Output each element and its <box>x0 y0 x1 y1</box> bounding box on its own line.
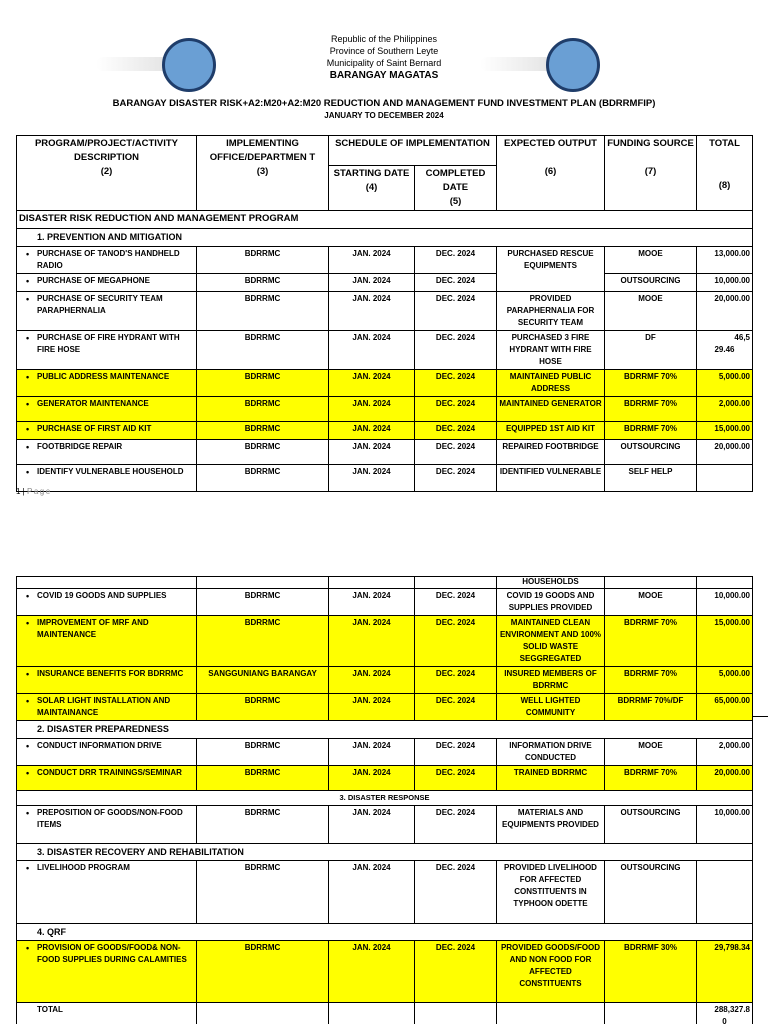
table-row: • IDENTIFY VULNERABLE HOUSEHOLD BDRRMC JAN. 2024 DEC. 2024 IDENTIFIED VULNERABLE SELF HELP <box>17 465 753 492</box>
table-row: • PURCHASE OF SECURITY TEAM PARAPHERNALIA BDRRMC JAN. 2024 DEC. 2024 PROVIDED PARAPHERNALIA FOR SECURITY TEAM MOOE 20,000.00 <box>17 292 753 331</box>
col-header-output: EXPECTED OUTPUT (6) <box>497 136 605 211</box>
col-header-start: STARTING DATE (4) <box>329 166 415 211</box>
document-title: BARANGAY DISASTER RISK+A2:M20+A2:M20 REDUCTION AND MANAGEMENT FUND INVESTMENT PLAN (BDRRMFIP) <box>112 98 656 109</box>
document-title-block <box>0 98 768 121</box>
page-number: 1 <box>16 487 21 496</box>
section-drrm-program: DISASTER RISK REDUCTION AND MANAGEMENT PROGRAM <box>17 211 753 229</box>
divider <box>752 716 768 717</box>
table-row: HOUSEHOLDS <box>17 577 753 589</box>
table-row: • PREPOSITION OF GOODS/NON-FOOD ITEMS BDRRMC JAN. 2024 DEC. 2024 MATERIALS AND EQUIPMENTS PROVIDED OUTSOURCING 10,000.00 <box>17 806 753 844</box>
col-header-schedule: SCHEDULE OF IMPLEMENTATION <box>329 136 497 166</box>
col-header-office: IMPLEMENTING OFFICE/DEPARTMEN T (3) <box>197 136 329 211</box>
table-row: • PROVISION OF GOODS/FOOD& NON-FOOD SUPPLIES DURING CALAMITIES BDRRMC JAN. 2024 DEC. 2024 PROVIDED GOODS/FOOD AND NON FOOD FOR AFFECTED CONSTITUENTS BDRRMF 30% 29,798.34 <box>17 941 753 1003</box>
col-header-program: PROGRAM/PROJECT/ACTIVITY DESCRIPTION (2) <box>17 136 197 211</box>
grand-total-value: 288,327.8 0 <box>697 1003 753 1024</box>
document-period: JANUARY TO DECEMBER 2024 <box>324 111 444 120</box>
section-qrf: 4. QRF <box>17 924 753 941</box>
table-row: • FOOTBRIDGE REPAIR BDRRMC JAN. 2024 DEC. 2024 REPAIRED FOOTBRIDGE OUTSOURCING 20,000.00 <box>17 440 753 465</box>
section-disaster-response: 3. DISASTER RESPONSE <box>17 791 753 806</box>
section-prevention-mitigation: 1. PREVENTION AND MITIGATION <box>17 229 753 247</box>
header-republic: Republic of the Philippines <box>330 34 438 44</box>
investment-plan-table-page-1 <box>16 135 753 492</box>
grand-total-label: TOTAL <box>17 1003 197 1024</box>
col-header-funding: FUNDING SOURCE (7) <box>605 136 697 211</box>
table-row: • PURCHASE OF FIRST AID KIT BDRRMC JAN. 2024 DEC. 2024 EQUIPPED 1ST AID KIT BDRRMF 70% 15,000.00 <box>17 422 753 440</box>
col-header-end: COMPLETED DATE (5) <box>415 166 497 211</box>
header-municipality: Municipality of Saint Bernard <box>326 58 442 68</box>
page-footer: 1 | Page <box>16 487 52 496</box>
table-row: • IMPROVEMENT OF MRF AND MAINTENANCE BDRRMC JAN. 2024 DEC. 2024 MAINTAINED CLEAN ENVIRONMENT AND 100% SOLID WASTE SEGGREGATED BDRRMF 70% 15,000.00 <box>17 616 753 667</box>
table-row: • COVID 19 GOODS AND SUPPLIES BDRRMC JAN. 2024 DEC. 2024 COVID 19 GOODS AND SUPPLIES PROVIDED MOOE 10,000.00 <box>17 589 753 616</box>
letterhead <box>0 33 768 82</box>
col-header-total: TOTAL (8) <box>697 136 753 211</box>
investment-plan-table-page-2 <box>16 576 753 1024</box>
table-row: • PURCHASE OF FIRE HYDRANT WITH FIRE HOSE BDRRMC JAN. 2024 DEC. 2024 PURCHASED 3 FIRE HYDRANT WITH FIRE HOSE DF 46,5 29.46 <box>17 331 753 370</box>
page-word: Page <box>26 487 52 496</box>
header-province: Province of Southern Leyte <box>329 46 439 56</box>
table-row: • SOLAR LIGHT INSTALLATION AND MAINTAINANCE BDRRMC JAN. 2024 DEC. 2024 WELL LIGHTED COMMUNITY BDRRMF 70%/DF 65,000.00 <box>17 694 753 721</box>
grand-total-row <box>17 1003 753 1024</box>
table-row: • PUBLIC ADDRESS MAINTENANCE BDRRMC JAN. 2024 DEC. 2024 MAINTAINED PUBLIC ADDRESS BDRRMF 70% 5,000.00 <box>17 370 753 397</box>
table-row: • CONDUCT INFORMATION DRIVE BDRRMC JAN. 2024 DEC. 2024 INFORMATION DRIVE CONDUCTED MOOE 2,000.00 <box>17 739 753 766</box>
table-row: • INSURANCE BENEFITS FOR BDRRMC SANGGUNIANG BARANGAY JAN. 2024 DEC. 2024 INSURED MEMBERS OF BDRRMC BDRRMF 70% 5,000.00 <box>17 667 753 694</box>
table-row: • PURCHASE OF TANOD'S HANDHELD RADIO BDRRMC JAN. 2024 DEC. 2024 PURCHASED RESCUE EQUIPMENTS MOOE 13,000.00 <box>17 247 753 274</box>
table-row: • CONDUCT DRR TRAININGS/SEMINAR BDRRMC JAN. 2024 DEC. 2024 TRAINED BDRRMC BDRRMF 70% 20,000.00 <box>17 766 753 791</box>
header-barangay: BARANGAY MAGATAS <box>329 70 439 81</box>
section-disaster-preparedness: 2. DISASTER PREPAREDNESS <box>17 721 753 739</box>
table-row: • PURCHASE OF MEGAPHONE BDRRMC JAN. 2024 DEC. 2024 OUTSOURCING 10,000.00 <box>17 274 753 292</box>
section-recovery-rehabilitation: 3. DISASTER RECOVERY AND REHABILITATION <box>17 844 753 861</box>
table-row: • GENERATOR MAINTENANCE BDRRMC JAN. 2024 DEC. 2024 MAINTAINED GENERATOR BDRRMF 70% 2,000.00 <box>17 397 753 422</box>
table-row: • LIVELIHOOD PROGRAM BDRRMC JAN. 2024 DEC. 2024 PROVIDED LIVELIHOOD FOR AFFECTED CONSTITUENTS IN TYPHOON ODETTE OUTSOURCING <box>17 861 753 924</box>
